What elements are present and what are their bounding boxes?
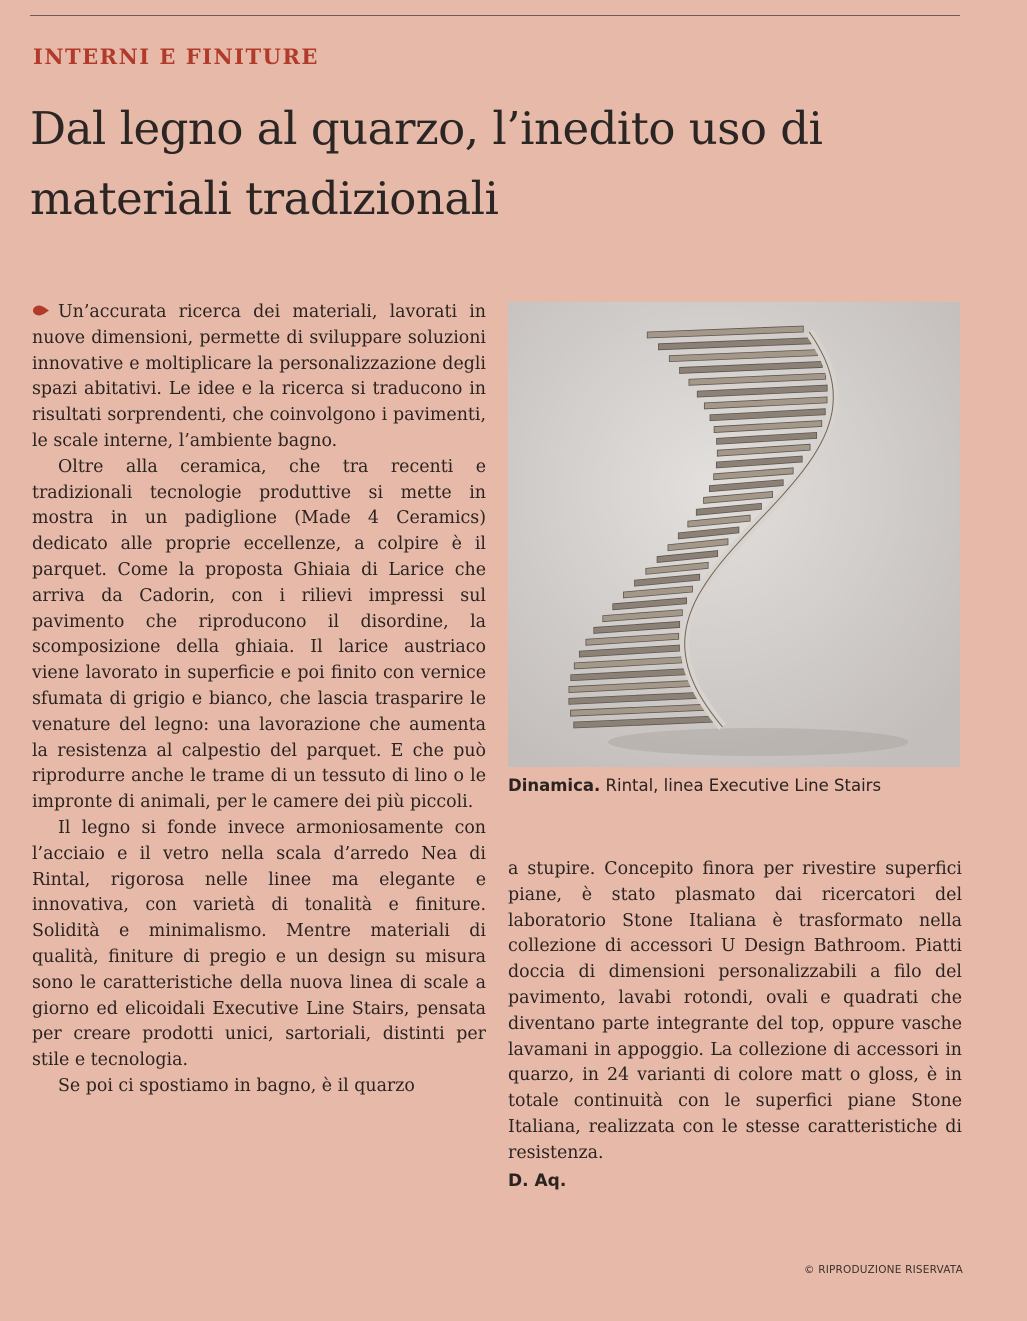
paragraph-5: a stupire. Concepito finora per rivestire superfici piane, è stato plasmato dai ricercatori del laboratorio Stone Italiana è trasformato nella collezione di accessori U Design Bathroom. Piatti doccia di dimensioni personalizzabili a filo del pavimento, lavabi rotondi, ovali e quadrati che diventano parte integrante del top, oppure vasche lavamani in appoggio. La collezione di accessori in quarzo, in 24 varianti di colore matt o gloss, è in totale continuità con le superfici piane Stone Italiana, realizzata con le stesse caratteristiche di resistenza.: [508, 859, 962, 1163]
photo-caption: [508, 776, 960, 795]
paragraph-1-text: Un’accurata ricerca dei materiali, lavorati in nuove dimensioni, permette di sviluppare soluzioni innovative e moltiplicare la personalizzazione degli spazi abitativi. Le idee e la ricerca si traducono in risultati sorprendenti, che coinvolgono i pavimenti, le scale interne, l’ambiente bagno.: [32, 302, 486, 451]
paragraph-1: [32, 300, 486, 455]
bullet-icon: [32, 305, 49, 316]
spiral-staircase-illustration: [508, 302, 960, 767]
caption-text: Rintal, linea Executive Line Stairs: [605, 776, 882, 795]
staircase-photo: [508, 302, 960, 767]
author-signature: D. Aq.: [508, 1170, 567, 1191]
article-column-2: [508, 857, 962, 1194]
copyright-notice: © RIPRODUZIONE RISERVATA: [804, 1264, 963, 1276]
paragraph-2: Oltre alla ceramica, che tra recenti e tradizionali tecnologie produttive si mette in mostra in un padiglione (Made 4 Ceramics) dedicato alle proprie eccellenze, a colpire è il parquet. Come la proposta Ghiaia di Larice che arriva da Cadorin, con i rilievi impressi sul pavimento che riproducono il disordine, la scomposizione della ghiaia. Il larice austriaco viene lavorato in superficie e poi finito con vernice sfumata di grigio e bianco, che lascia trasparire le venature del legno: una lavorazione che aumenta la resistenza al calpestio del parquet. E che può riprodurre anche le trame di un tessuto di lino o le impronte di animali, per le camere dei più piccoli.: [32, 456, 486, 813]
paragraph-3: Il legno si fonde invece armoniosamente con l’acciaio e il vetro nella scala d’arredo Nea di Rintal, rigorosa nelle linee ma elegante e innovativa, con varietà di tonalità e finiture. Solidità e minimalismo. Mentre materiali di qualità, finiture di pregio e un design su misura sono le caratteristiche della nuova linea di scale a giorno ed elicoidali Executive Line Stairs, pensata per creare prodotti unici, sartoriali, distinti per stile e tecnologia.: [32, 817, 486, 1071]
section-label: INTERNI E FINITURE: [33, 44, 319, 69]
top-rule: [30, 15, 960, 16]
paragraph-4: Se poi ci spostiamo in bagno, è il quarzo: [58, 1075, 415, 1096]
caption-bold: Dinamica.: [508, 776, 601, 795]
article-column-1: [32, 300, 486, 1100]
headline: Dal legno al quarzo, l’inedito uso di materiali tradizionali: [30, 102, 823, 225]
